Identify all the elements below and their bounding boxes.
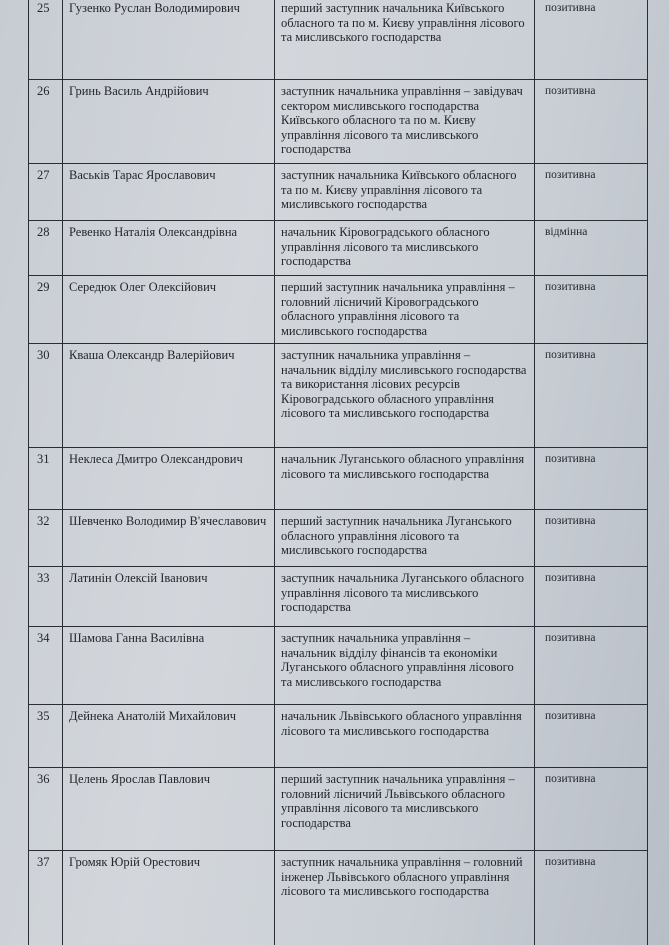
evaluation: позитивна	[545, 710, 596, 722]
row-number: 30	[29, 344, 63, 447]
row-number: 34	[29, 627, 63, 704]
row-number: 27	[29, 164, 63, 220]
evaluation: позитивна	[545, 856, 596, 868]
table-row	[28, 80, 648, 164]
evaluation: позитивна	[545, 281, 596, 293]
evaluation: позитивна	[545, 85, 596, 97]
row-number: 29	[29, 276, 63, 343]
employee-name: Неклеса Дмитро Олександрович	[63, 448, 275, 509]
evaluation: позитивна	[545, 632, 596, 644]
evaluation: позитивна	[545, 572, 596, 584]
evaluation: відмінна	[545, 226, 588, 238]
employee-position: перший заступник начальника Київського обласного та по м. Києву управління лісового та мисливського господарства	[275, 0, 535, 79]
employee-position: начальник Кіровоградського обласного управління лісового та мисливського господарства	[275, 221, 535, 275]
table-row	[28, 276, 648, 344]
employee-name: Шевченко Володимир В'ячеславович	[63, 510, 275, 566]
row-number: 33	[29, 567, 63, 626]
evaluation: позитивна	[545, 515, 596, 527]
employee-name: Дейнека Анатолій Михайлович	[63, 705, 275, 767]
employee-position: заступник начальника Луганського обласного управління лісового та мисливського господарства	[275, 567, 535, 626]
employee-position: заступник начальника управління – начальник відділу мисливського господарства та використання лісових ресурсів Кіровоградського обласного управління лісового та мисливського господарства	[275, 344, 535, 447]
table-row	[28, 768, 648, 851]
row-number: 26	[29, 80, 63, 163]
table-row	[28, 164, 648, 221]
table-row	[28, 221, 648, 276]
personnel-table	[28, 0, 648, 945]
table-row	[28, 344, 648, 448]
evaluation: позитивна	[545, 349, 596, 361]
row-number: 36	[29, 768, 63, 850]
evaluation: позитивна	[545, 169, 596, 181]
employee-position: заступник начальника управління – начальник відділу фінансів та економіки Луганського обласного управління лісового та мисливського господарства	[275, 627, 535, 704]
employee-name: Гузенко Руслан Володимирович	[63, 0, 275, 79]
table-row	[28, 627, 648, 705]
employee-name: Гринь Василь Андрійович	[63, 80, 275, 163]
evaluation: позитивна	[545, 2, 596, 14]
employee-name: Васьків Тарас Ярославович	[63, 164, 275, 220]
employee-position: заступник начальника управління – головний інженер Львівського обласного управління лісового та мисливського господарства	[275, 851, 535, 945]
employee-position: заступник начальника управління – завідувач сектором мисливського господарства Київського обласного та по м. Києву управління лісового та мисливського господарства	[275, 80, 535, 163]
employee-position: перший заступник начальника Луганського обласного управління лісового та мисливського господарства	[275, 510, 535, 566]
evaluation: позитивна	[545, 773, 596, 785]
employee-name: Ревенко Наталія Олександрівна	[63, 221, 275, 275]
employee-name: Громяк Юрій Орестович	[63, 851, 275, 945]
employee-position: перший заступник начальника управління – головний лісничий Кіровоградського обласного управління лісового та мисливського господарства	[275, 276, 535, 343]
table-row	[28, 510, 648, 567]
table-row	[28, 448, 648, 510]
employee-position: начальник Львівського обласного управління лісового та мисливського господарства	[275, 705, 535, 767]
employee-name: Целень Ярослав Павлович	[63, 768, 275, 850]
table-row	[28, 851, 648, 945]
employee-position: начальник Луганського обласного управління лісового та мисливського господарства	[275, 448, 535, 509]
employee-name: Латинін Олексій Іванович	[63, 567, 275, 626]
row-number: 32	[29, 510, 63, 566]
employee-position: заступник начальника Київського обласного та по м. Києву управління лісового та мисливського господарства	[275, 164, 535, 220]
employee-name: Середюк Олег Олексійович	[63, 276, 275, 343]
employee-name: Кваша Олександр Валерійович	[63, 344, 275, 447]
employee-position: перший заступник начальника управління – головний лісничий Львівського обласного управління лісового та мисливського господарства	[275, 768, 535, 850]
row-number: 25	[29, 0, 63, 79]
row-number: 28	[29, 221, 63, 275]
evaluation: позитивна	[545, 453, 596, 465]
employee-name: Шамова Ганна Василівна	[63, 627, 275, 704]
row-number: 35	[29, 705, 63, 767]
table-row	[28, 705, 648, 768]
row-number: 31	[29, 448, 63, 509]
row-number: 37	[29, 851, 63, 945]
table-row	[28, 567, 648, 627]
table-row	[28, 0, 648, 80]
